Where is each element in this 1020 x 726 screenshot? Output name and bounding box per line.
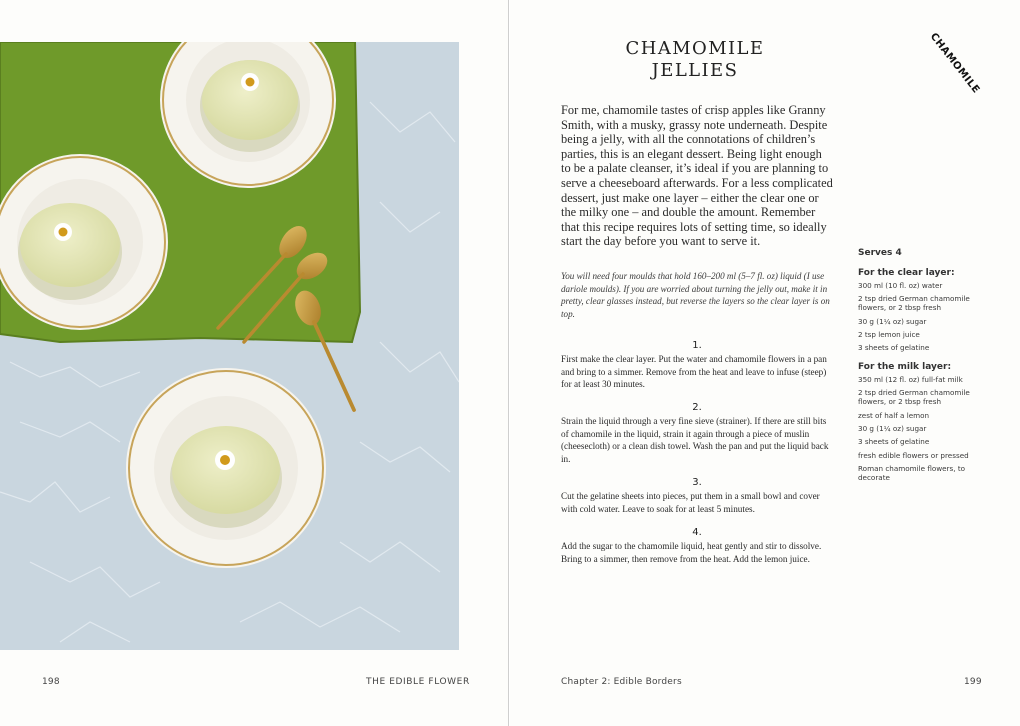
ingredient-item: 2 tsp dried German chamomile flowers, or 2 tbsp fresh [858, 388, 970, 407]
ingredient-item: Roman chamomile flowers, to decorate [858, 463, 966, 482]
photo-illustration [0, 42, 459, 650]
left-page-number: 198 [42, 677, 60, 687]
serves-label: Serves 4 [858, 248, 902, 258]
step-text: First make the clear layer. Put the water and chamomile flowers in a pan and bring to a simmer. Remove from the heat and leave to infuse (steep) for at least 30 minutes. [561, 354, 827, 390]
clear-layer-heading: For the clear layer: [858, 268, 955, 278]
recipe-intro: For me, chamomile tastes of crisp apples like Granny Smith, with a musky, grassy note underneath. Despite being a jelly, with all the connotations of children’s parties, this is an elegant dessert. Being light enough to be a palate cleanser, it’s ideal if you are planning to serve a cheeseboard afterwards. For a less complicated dessert, just make one layer – either the clear one or the milky one – and double the amount. Remember that this recipe requires lots of setting time, so ideally start the day before you want to serve it. [561, 103, 833, 249]
method-step [561, 527, 833, 565]
ingredient-item: 350 ml (12 fl. oz) full-fat milk [858, 375, 963, 385]
right-page-number: 199 [964, 677, 982, 687]
recipe-title [590, 38, 800, 82]
step-text: Strain the liquid through a very fine sieve (strainer). If there are still bits of chamomile in the liquid, strain it again through a piece of muslin (cheesecloth) or a clean dish towel. Wash the pan and put the liquid back in. [561, 416, 829, 464]
method-step [561, 477, 833, 515]
step-number: 3. [692, 477, 702, 488]
recipe-title-line1: CHAMOMILE [625, 38, 765, 59]
milk-layer-list [858, 375, 978, 482]
ingredient-item: fresh edible flowers or pressed [858, 450, 969, 460]
recipe-photo [0, 42, 459, 650]
step-number: 4. [692, 527, 702, 538]
ingredient-item: 3 sheets of gelatine [858, 343, 930, 353]
plate-bottom [126, 368, 326, 568]
method-step [561, 402, 833, 465]
ingredient-item: zest of half a lemon [858, 410, 930, 420]
chapter-tab-label: CHAMOMILE [927, 31, 982, 96]
ingredient-item: 3 sheets of gelatine [858, 437, 930, 447]
step-text: Add the sugar to the chamomile liquid, heat gently and stir to dissolve. Bring to a simmer, then remove from the heat. Add the lemon juice. [561, 541, 822, 564]
ingredient-item: 2 tsp dried German chamomile flowers, or 2 tbsp fresh [858, 294, 970, 313]
clear-layer-list [858, 281, 978, 352]
ingredient-item: 2 tsp lemon juice [858, 329, 920, 339]
method-step [561, 340, 833, 391]
milk-layer-heading: For the milk layer: [858, 362, 952, 373]
right-page [510, 0, 1020, 726]
ingredients-panel [858, 248, 978, 492]
book-title-running-head: THE EDIBLE FLOWER [366, 677, 470, 687]
chapter-running-head: Chapter 2: Edible Borders [561, 677, 682, 687]
ingredient-item: 300 ml (10 fl. oz) water [858, 281, 943, 290]
plate-left [0, 154, 168, 330]
step-number: 2. [692, 402, 702, 413]
recipe-title-line2: JELLIES [651, 60, 739, 81]
left-page [0, 0, 509, 726]
recipe-note: You will need four moulds that hold 160–200 ml (5–7 fl. oz) liquid (I use dariole moulds). If you are worried about turning the jelly out, make it in pretty, clear glasses instead, but reverse the layers so the clear layer is on top. [561, 271, 830, 320]
step-number: 1. [692, 340, 702, 351]
step-text: Cut the gelatine sheets into pieces, put them in a small bowl and cover with cold water. Leave to soak for at least 5 minutes. [561, 491, 820, 514]
ingredient-item: 30 g (1¼ oz) sugar [858, 316, 927, 326]
ingredient-item: 30 g (1¼ oz) sugar [858, 424, 927, 434]
